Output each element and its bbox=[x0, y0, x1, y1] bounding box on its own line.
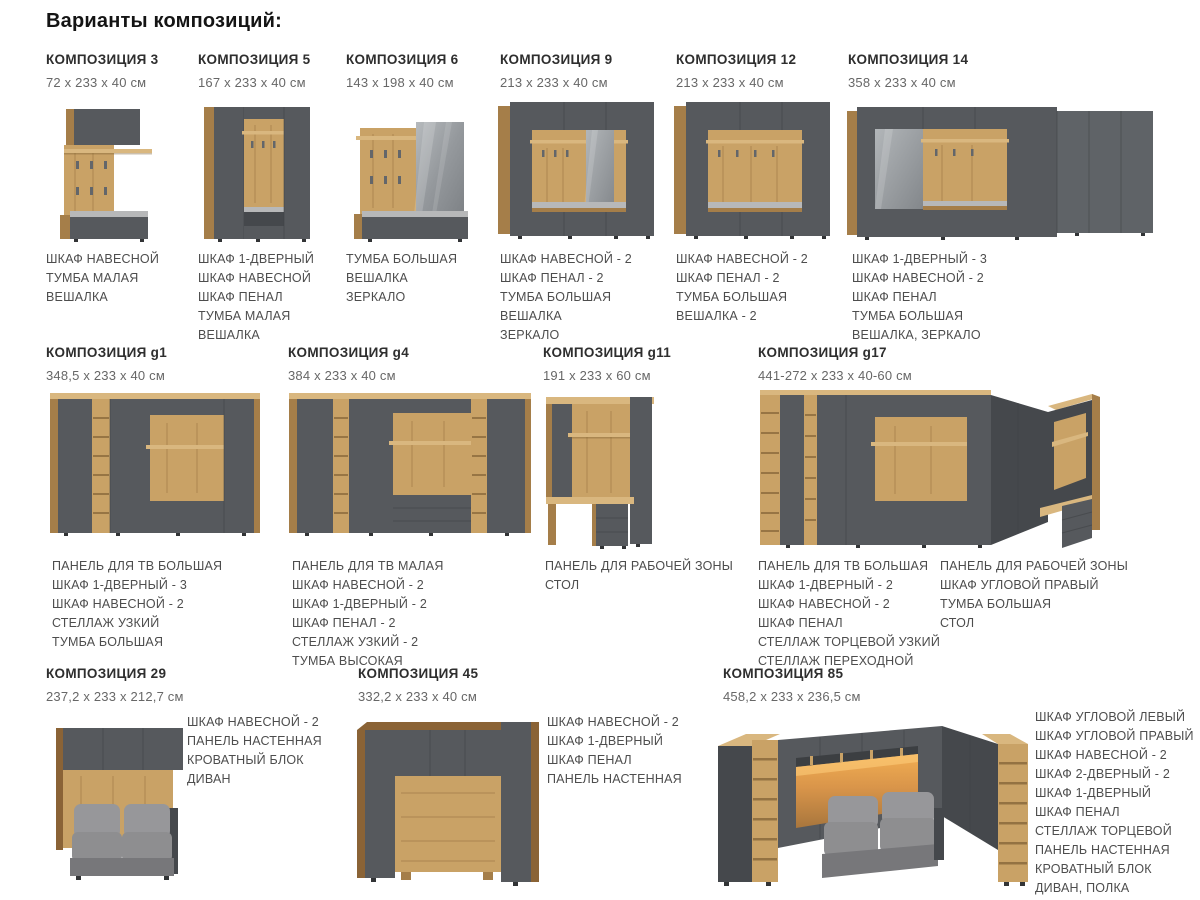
component-item: ШКАФ 1-ДВЕРНЫЙ bbox=[547, 734, 664, 748]
component-item: ТУМБА БОЛЬШАЯ bbox=[676, 290, 788, 304]
component-item: ТУМБА БОЛЬШАЯ bbox=[52, 635, 164, 649]
component-item: ШКАФ ПЕНАЛ bbox=[758, 616, 843, 630]
component-item: ШКАФ НАВЕСНОЙ - 2 bbox=[758, 597, 890, 611]
component-item: ШКАФ ПЕНАЛ bbox=[198, 290, 283, 304]
component-item: ШКАФ НАВЕСНОЙ - 2 bbox=[676, 252, 808, 266]
component-list bbox=[758, 557, 940, 671]
composition-dimensions: 191 x 233 x 60 см bbox=[543, 368, 651, 383]
component-list bbox=[46, 250, 159, 307]
composition-card-g11 bbox=[543, 345, 734, 655]
component-item: ШКАФ 1-ДВЕРНЫЙ - 2 bbox=[292, 597, 427, 611]
component-item: ТУМБА МАЛАЯ bbox=[198, 309, 291, 323]
component-item: ДИВАН bbox=[187, 772, 231, 786]
component-list bbox=[292, 557, 444, 671]
composition-image bbox=[352, 116, 478, 243]
composition-image bbox=[845, 101, 1165, 242]
component-item: ПАНЕЛЬ ДЛЯ РАБОЧЕЙ ЗОНЫ bbox=[545, 559, 734, 573]
component-item: СТОЛ bbox=[940, 616, 975, 630]
component-item: ШКАФ 1-ДВЕРНЫЙ bbox=[198, 252, 315, 266]
component-item: ВЕШАЛКА bbox=[46, 290, 108, 304]
composition-card-g1 bbox=[46, 345, 276, 655]
composition-image bbox=[670, 98, 838, 242]
component-item: ШКАФ НАВЕСНОЙ - 2 bbox=[52, 597, 184, 611]
component-item: ШКАФ 2-ДВЕРНЫЙ - 2 bbox=[1035, 767, 1170, 781]
component-item: СТЕЛЛАЖ ТОРЦЕВОЙ УЗКИЙ bbox=[758, 635, 941, 649]
component-item: ШКАФ 1-ДВЕРНЫЙ - 2 bbox=[758, 578, 893, 592]
composition-title: КОМПОЗИЦИЯ 14 bbox=[848, 52, 969, 67]
component-item: ЗЕРКАЛО bbox=[500, 328, 560, 342]
component-list bbox=[187, 713, 322, 789]
component-item: ШКАФ УГЛОВОЙ ЛЕВЫЙ bbox=[1035, 710, 1186, 724]
composition-title: КОМПОЗИЦИЯ 5 bbox=[198, 52, 311, 67]
composition-dimensions: 384 x 233 x 40 см bbox=[288, 368, 396, 383]
component-item: ПАНЕЛЬ ДЛЯ ТВ МАЛАЯ bbox=[292, 559, 444, 573]
composition-image bbox=[285, 383, 535, 551]
composition-dimensions: 213 x 233 x 40 см bbox=[500, 75, 608, 90]
component-list bbox=[198, 250, 314, 345]
composition-dimensions: 167 x 233 x 40 см bbox=[198, 75, 306, 90]
component-item: ВЕШАЛКА bbox=[198, 328, 260, 342]
component-item: ШКАФ ПЕНАЛ - 2 bbox=[292, 616, 396, 630]
component-item: ТУМБА БОЛЬШАЯ bbox=[346, 252, 458, 266]
component-item: ШКАФ 1-ДВЕРНЫЙ - 3 bbox=[52, 578, 187, 592]
component-item: СТЕЛЛАЖ ПЕРЕХОДНОЙ bbox=[758, 654, 914, 668]
composition-title: КОМПОЗИЦИЯ g1 bbox=[46, 345, 168, 360]
component-list bbox=[1035, 708, 1194, 898]
component-item: ШКАФ 1-ДВЕРНЫЙ - 3 bbox=[852, 252, 987, 266]
composition-card-29 bbox=[46, 666, 346, 896]
composition-image bbox=[46, 712, 194, 894]
component-item: ПАНЕЛЬ ДЛЯ РАБОЧЕЙ ЗОНЫ bbox=[940, 559, 1129, 573]
composition-dimensions: 458,2 x 233 x 236,5 см bbox=[723, 689, 861, 704]
composition-dimensions: 143 x 198 x 40 см bbox=[346, 75, 454, 90]
composition-title: КОМПОЗИЦИЯ 3 bbox=[46, 52, 159, 67]
composition-title: КОМПОЗИЦИЯ g11 bbox=[543, 345, 672, 360]
composition-title: КОМПОЗИЦИЯ 9 bbox=[500, 52, 613, 67]
component-item: ТУМБА БОЛЬШАЯ bbox=[852, 309, 964, 323]
composition-dimensions: 72 x 233 x 40 см bbox=[46, 75, 147, 90]
component-item: ШКАФ ПЕНАЛ bbox=[547, 753, 632, 767]
component-item: ТУМБА ВЫСОКАЯ bbox=[292, 654, 403, 668]
component-item: ШКАФ ПЕНАЛ - 2 bbox=[500, 271, 604, 285]
component-item: ВЕШАЛКА bbox=[500, 309, 562, 323]
component-list bbox=[545, 557, 733, 595]
composition-image bbox=[198, 103, 313, 243]
page-title: Варианты композиций: bbox=[46, 10, 283, 32]
composition-image bbox=[710, 696, 1040, 896]
component-item: ТУМБА МАЛАЯ bbox=[46, 271, 139, 285]
component-item: ШКАФ УГЛОВОЙ ПРАВЫЙ bbox=[1035, 729, 1194, 743]
component-item: ШКАФ НАВЕСНОЙ - 2 bbox=[1035, 748, 1167, 762]
composition-title: КОМПОЗИЦИЯ g4 bbox=[288, 345, 410, 360]
component-item: КРОВАТНЫЙ БЛОК bbox=[1035, 862, 1152, 876]
component-item: ЗЕРКАЛО bbox=[346, 290, 406, 304]
composition-dimensions: 332,2 x 233 x 40 см bbox=[358, 689, 477, 704]
composition-image bbox=[46, 103, 198, 243]
component-list-secondary bbox=[940, 557, 1128, 633]
component-item: ШКАФ УГЛОВОЙ ПРАВЫЙ bbox=[940, 578, 1099, 592]
component-item: ПАНЕЛЬ ДЛЯ ТВ БОЛЬШАЯ bbox=[52, 559, 223, 573]
composition-card-45 bbox=[358, 666, 682, 896]
component-list bbox=[346, 250, 457, 307]
composition-title: КОМПОЗИЦИЯ g17 bbox=[758, 345, 887, 360]
composition-title: КОМПОЗИЦИЯ 12 bbox=[676, 52, 797, 67]
composition-title: КОМПОЗИЦИЯ 45 bbox=[358, 666, 479, 681]
component-item: ВЕШАЛКА - 2 bbox=[676, 309, 757, 323]
composition-dimensions: 441-272 x 233 x 40-60 см bbox=[758, 368, 912, 383]
component-item: ШКАФ НАВЕСНОЙ - 2 bbox=[500, 252, 632, 266]
component-list bbox=[500, 250, 632, 345]
component-item: ВЕШАЛКА, ЗЕРКАЛО bbox=[852, 328, 981, 342]
component-item: СТЕЛЛАЖ УЗКИЙ - 2 bbox=[292, 635, 419, 649]
composition-image bbox=[46, 383, 262, 551]
composition-dimensions: 213 x 233 x 40 см bbox=[676, 75, 784, 90]
component-list bbox=[52, 557, 222, 652]
component-item: ШКАФ НАВЕСНОЙ bbox=[198, 271, 312, 285]
component-item: СТЕЛЛАЖ ТОРЦЕВОЙ bbox=[1035, 824, 1172, 838]
component-item: ТУМБА БОЛЬШАЯ bbox=[940, 597, 1052, 611]
component-item: ШКАФ НАВЕСНОЙ - 2 bbox=[187, 715, 319, 729]
component-item: ТУМБА БОЛЬШАЯ bbox=[500, 290, 612, 304]
component-item: ПАНЕЛЬ ДЛЯ ТВ БОЛЬШАЯ bbox=[758, 559, 929, 573]
component-item: ВЕШАЛКА bbox=[346, 271, 408, 285]
component-item: ПАНЕЛЬ НАСТЕННАЯ bbox=[187, 734, 322, 748]
component-item: ШКАФ 1-ДВЕРНЫЙ bbox=[1035, 786, 1152, 800]
component-item: ШКАФ НАВЕСНОЙ - 2 bbox=[547, 715, 679, 729]
composition-title: КОМПОЗИЦИЯ 6 bbox=[346, 52, 459, 67]
component-item: ДИВАН, ПОЛКА bbox=[1035, 881, 1130, 895]
component-item: ШКАФ ПЕНАЛ bbox=[1035, 805, 1120, 819]
component-item: ШКАФ НАВЕСНОЙ bbox=[46, 252, 160, 266]
composition-image bbox=[752, 380, 1102, 555]
composition-title: КОМПОЗИЦИЯ 29 bbox=[46, 666, 167, 681]
component-item: ПАНЕЛЬ НАСТЕННАЯ bbox=[1035, 843, 1170, 857]
component-list bbox=[676, 250, 808, 326]
component-item: ПАНЕЛЬ НАСТЕННАЯ bbox=[547, 772, 682, 786]
component-item: СТОЛ bbox=[545, 578, 580, 592]
component-item: ШКАФ НАВЕСНОЙ - 2 bbox=[852, 271, 984, 285]
component-item: СТЕЛЛАЖ УЗКИЙ bbox=[52, 616, 160, 630]
component-item: ШКАФ НАВЕСНОЙ - 2 bbox=[292, 578, 424, 592]
composition-image bbox=[540, 385, 666, 551]
component-list bbox=[547, 713, 682, 789]
composition-dimensions: 358 x 233 x 40 см bbox=[848, 75, 956, 90]
composition-card-g17 bbox=[758, 345, 1129, 668]
composition-image bbox=[353, 708, 541, 898]
composition-card-85 bbox=[723, 666, 1194, 896]
component-list bbox=[852, 250, 987, 345]
composition-title: КОМПОЗИЦИЯ 85 bbox=[723, 666, 844, 681]
composition-image bbox=[494, 98, 662, 242]
component-item: ШКАФ ПЕНАЛ - 2 bbox=[676, 271, 780, 285]
composition-dimensions: 348,5 x 233 x 40 см bbox=[46, 368, 165, 383]
component-item: КРОВАТНЫЙ БЛОК bbox=[187, 753, 304, 767]
composition-dimensions: 237,2 x 233 x 212,7 см bbox=[46, 689, 184, 704]
component-item: ШКАФ ПЕНАЛ bbox=[852, 290, 937, 304]
composition-card-g4 bbox=[288, 345, 543, 668]
